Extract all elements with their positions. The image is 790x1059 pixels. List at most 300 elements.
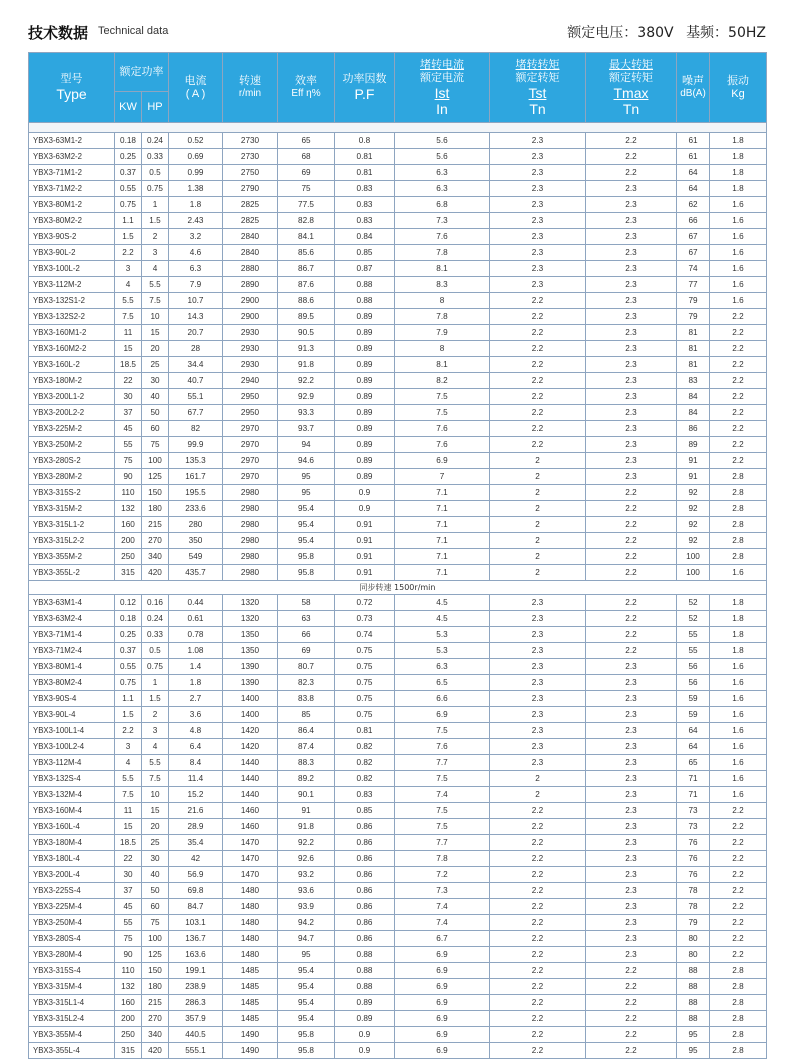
table-cell: 200 [115, 1011, 142, 1027]
table-cell: 6.9 [395, 947, 490, 963]
table-cell: 2 [490, 469, 586, 485]
table-cell: 7 [395, 469, 490, 485]
table-cell: 2980 [223, 549, 278, 565]
table-row [29, 485, 767, 501]
table-row [29, 373, 767, 389]
table-cell: 132 [115, 979, 142, 995]
table-cell: 3 [115, 739, 142, 755]
table-row [29, 565, 767, 581]
table-cell: 2840 [223, 245, 278, 261]
table-cell: 89.5 [278, 309, 335, 325]
table-cell: 2.3 [586, 261, 677, 277]
table-cell: 60 [142, 421, 169, 437]
table-cell: 11 [115, 325, 142, 341]
title-en: Technical data [98, 25, 169, 37]
table-cell: 2930 [223, 357, 278, 373]
table-cell: YBX3-180L-4 [29, 851, 115, 867]
table-cell: 2.3 [586, 277, 677, 293]
table-cell: 0.12 [115, 595, 142, 611]
table-cell: 73 [677, 803, 710, 819]
table-cell: 2.2 [490, 389, 586, 405]
table-cell: 2.3 [490, 739, 586, 755]
table-cell: 1.6 [710, 293, 767, 309]
table-cell: YBX3-250M-2 [29, 437, 115, 453]
table-cell: 2 [490, 533, 586, 549]
table-cell: 2.3 [586, 707, 677, 723]
table-row [29, 469, 767, 485]
table-cell: 2 [490, 787, 586, 803]
table-cell: 2950 [223, 405, 278, 421]
table-cell: 2.3 [490, 197, 586, 213]
table-cell: 1420 [223, 739, 278, 755]
table-cell: 6.6 [395, 691, 490, 707]
table-cell: 2890 [223, 277, 278, 293]
table-cell: 135.3 [169, 453, 223, 469]
table-cell: 1485 [223, 979, 278, 995]
table-cell: 2.3 [586, 213, 677, 229]
table-cell: YBX3-315S-4 [29, 963, 115, 979]
table-cell: 7.4 [395, 787, 490, 803]
table-cell: 2730 [223, 133, 278, 149]
table-cell: 110 [115, 485, 142, 501]
table-cell: 6.9 [395, 1011, 490, 1027]
table-cell: 0.5 [142, 643, 169, 659]
table-cell: 86 [677, 421, 710, 437]
table-cell: YBX3-63M2-2 [29, 149, 115, 165]
table-cell: 95.4 [278, 963, 335, 979]
table-cell: 42 [169, 851, 223, 867]
table-cell: 15 [115, 341, 142, 357]
table-cell: 52 [677, 595, 710, 611]
table-cell: 79 [677, 915, 710, 931]
table-cell: 2.2 [490, 421, 586, 437]
table-cell: 0.89 [335, 373, 395, 389]
table-cell: 5.6 [395, 133, 490, 149]
table-row [29, 453, 767, 469]
table-cell: YBX3-80M1-2 [29, 197, 115, 213]
table-cell: 92 [677, 517, 710, 533]
table-cell: 7.9 [169, 277, 223, 293]
table-cell: 2.8 [710, 979, 767, 995]
table-cell: 1400 [223, 691, 278, 707]
table-cell: 2.2 [710, 421, 767, 437]
table-cell: 94.2 [278, 915, 335, 931]
table-cell: 1.08 [169, 643, 223, 659]
table-cell: 199.1 [169, 963, 223, 979]
table-cell: 2.2 [710, 883, 767, 899]
table-cell: 1480 [223, 883, 278, 899]
table-cell: YBX3-90L-4 [29, 707, 115, 723]
table-cell: 1420 [223, 723, 278, 739]
table-row [29, 899, 767, 915]
table-cell: 1.6 [710, 229, 767, 245]
table-cell: 150 [142, 485, 169, 501]
table-cell: 90 [115, 947, 142, 963]
table-cell: 2 [490, 549, 586, 565]
table-cell: 6.8 [395, 197, 490, 213]
table-cell: 52 [677, 611, 710, 627]
table-cell: 2.3 [586, 309, 677, 325]
table-cell: YBX3-71M1-2 [29, 165, 115, 181]
table-cell: 0.82 [335, 771, 395, 787]
table-cell: 0.78 [169, 627, 223, 643]
table-cell: 93.9 [278, 899, 335, 915]
table-cell: 0.86 [335, 835, 395, 851]
table-row [29, 867, 767, 883]
table-cell: 0.44 [169, 595, 223, 611]
table-cell: 18.5 [115, 835, 142, 851]
table-cell: 40 [142, 867, 169, 883]
table-cell: 8.1 [395, 357, 490, 373]
table-cell: YBX3-315M-4 [29, 979, 115, 995]
table-cell: 95.4 [278, 533, 335, 549]
table-cell: YBX3-132S1-2 [29, 293, 115, 309]
table-cell: 0.75 [335, 675, 395, 691]
table-cell: YBX3-355L-2 [29, 565, 115, 581]
table-cell: 1.8 [710, 133, 767, 149]
table-cell: 90 [115, 469, 142, 485]
table-cell: 7.8 [395, 245, 490, 261]
table-cell: 7.8 [395, 851, 490, 867]
table-cell: 1.6 [710, 787, 767, 803]
table-cell: YBX3-80M1-4 [29, 659, 115, 675]
table-cell: 250 [115, 1027, 142, 1043]
table-cell: 2.2 [586, 149, 677, 165]
table-cell: 233.6 [169, 501, 223, 517]
table-cell: 7.5 [142, 771, 169, 787]
table-cell: 92.6 [278, 851, 335, 867]
table-cell: 30 [115, 867, 142, 883]
table-cell: 7.5 [395, 723, 490, 739]
table-cell: 30 [142, 373, 169, 389]
table-cell: 0.33 [142, 149, 169, 165]
table-cell: 2.2 [586, 627, 677, 643]
table-cell: 0.33 [142, 627, 169, 643]
table-cell: 2.3 [586, 389, 677, 405]
table-row [29, 197, 767, 213]
table-cell: 95.8 [278, 1027, 335, 1043]
table-cell: 6.9 [395, 453, 490, 469]
table-cell: 315 [115, 565, 142, 581]
table-cell: 84.1 [278, 229, 335, 245]
table-cell: 0.83 [335, 181, 395, 197]
table-cell: 5.3 [395, 643, 490, 659]
table-cell: 0.18 [115, 133, 142, 149]
table-cell: 0.81 [335, 149, 395, 165]
title-cn: 技术数据 [28, 24, 89, 42]
table-cell: 93.6 [278, 883, 335, 899]
table-cell: 2.2 [586, 1043, 677, 1059]
table-cell: 5.5 [142, 755, 169, 771]
technical-data-table [28, 52, 767, 1059]
table-cell: 2.3 [586, 659, 677, 675]
table-cell: 1.6 [710, 771, 767, 787]
table-cell: 2.2 [710, 819, 767, 835]
table-cell: 1.8 [710, 149, 767, 165]
table-row [29, 405, 767, 421]
table-cell: 2.2 [586, 979, 677, 995]
table-cell: 2.3 [586, 755, 677, 771]
table-cell: 160 [115, 517, 142, 533]
table-cell: 93.3 [278, 405, 335, 421]
table-cell: 2.2 [710, 373, 767, 389]
table-cell: 0.83 [335, 787, 395, 803]
table-cell: 1470 [223, 835, 278, 851]
table-cell: 92 [677, 533, 710, 549]
table-cell: 270 [142, 1011, 169, 1027]
table-cell: 25 [142, 835, 169, 851]
table-cell: 0.88 [335, 293, 395, 309]
table-cell: 55 [115, 915, 142, 931]
table-cell: 2.3 [586, 341, 677, 357]
table-row [29, 963, 767, 979]
table-cell: 95 [677, 1043, 710, 1059]
table-cell: 66 [677, 213, 710, 229]
table-cell: YBX3-160M-4 [29, 803, 115, 819]
table-cell: 6.9 [395, 979, 490, 995]
table-cell: 75 [142, 915, 169, 931]
table-cell: 0.81 [335, 165, 395, 181]
table-cell: 1350 [223, 643, 278, 659]
table-cell: 95.8 [278, 1043, 335, 1059]
table-cell: 86.7 [278, 261, 335, 277]
table-cell: 82.3 [278, 675, 335, 691]
table-cell: 7.6 [395, 421, 490, 437]
table-cell: 0.81 [335, 723, 395, 739]
table-cell: 2.3 [586, 469, 677, 485]
table-cell: 1.6 [710, 739, 767, 755]
table-cell: 45 [115, 421, 142, 437]
table-cell: 0.88 [335, 277, 395, 293]
table-cell: 7.4 [395, 899, 490, 915]
table-cell: 195.5 [169, 485, 223, 501]
table-cell: 1440 [223, 787, 278, 803]
table-cell: 7.1 [395, 485, 490, 501]
table-cell: 0.82 [335, 755, 395, 771]
table-cell: 150 [142, 963, 169, 979]
table-cell: YBX3-225S-4 [29, 883, 115, 899]
table-cell: 2.2 [710, 325, 767, 341]
table-cell: 0.86 [335, 883, 395, 899]
table-cell: YBX3-63M1-2 [29, 133, 115, 149]
table-cell: YBX3-160M1-2 [29, 325, 115, 341]
table-cell: 1480 [223, 899, 278, 915]
table-cell: 89 [677, 437, 710, 453]
table-cell: 2.2 [490, 357, 586, 373]
table-cell: 92.9 [278, 389, 335, 405]
table-cell: 3 [142, 245, 169, 261]
table-cell: 0.24 [142, 133, 169, 149]
table-cell: 1.8 [710, 181, 767, 197]
table-cell: 2.2 [586, 611, 677, 627]
table-cell: 88 [677, 1011, 710, 1027]
table-cell: YBX3-112M-2 [29, 277, 115, 293]
table-cell: 81 [677, 341, 710, 357]
table-header [29, 53, 767, 123]
table-row [29, 771, 767, 787]
table-cell: YBX3-225M-4 [29, 899, 115, 915]
table-cell: 1.8 [710, 165, 767, 181]
table-cell: 0.88 [335, 963, 395, 979]
table-cell: 5.5 [115, 293, 142, 309]
table-cell: 2790 [223, 181, 278, 197]
table-cell: 7.5 [395, 771, 490, 787]
table-cell: 5.5 [142, 277, 169, 293]
table-cell: 1490 [223, 1043, 278, 1059]
table-cell: 7.5 [395, 803, 490, 819]
table-cell: 82 [169, 421, 223, 437]
table-cell: 350 [169, 533, 223, 549]
table-cell: 100 [677, 549, 710, 565]
table-cell: 80.7 [278, 659, 335, 675]
table-cell: 136.7 [169, 931, 223, 947]
table-cell: 2.2 [490, 931, 586, 947]
table-cell: 2.3 [586, 947, 677, 963]
table-row [29, 213, 767, 229]
table-cell: 4 [142, 261, 169, 277]
table-cell: YBX3-180M-4 [29, 835, 115, 851]
table-cell: 65 [677, 755, 710, 771]
table-cell: 65 [278, 133, 335, 149]
table-cell: 1.1 [115, 213, 142, 229]
header-noise: 噪声 dB(A) [677, 53, 710, 123]
table-cell: 0.89 [335, 341, 395, 357]
table-cell: YBX3-225M-2 [29, 421, 115, 437]
table-cell: 78 [677, 883, 710, 899]
table-cell: 420 [142, 1043, 169, 1059]
table-cell: 0.89 [335, 421, 395, 437]
table-cell: 2930 [223, 325, 278, 341]
table-cell: 22 [115, 851, 142, 867]
table-cell: 0.52 [169, 133, 223, 149]
table-cell: 67 [677, 245, 710, 261]
table-cell: YBX3-63M1-4 [29, 595, 115, 611]
table-cell: 8 [395, 293, 490, 309]
table-cell: 2.3 [490, 245, 586, 261]
table-cell: 1.6 [710, 707, 767, 723]
table-cell: 2.8 [710, 1011, 767, 1027]
table-cell: 2 [490, 453, 586, 469]
table-row [29, 819, 767, 835]
table-cell: 2980 [223, 501, 278, 517]
table-cell: 2.2 [490, 373, 586, 389]
table-row [29, 915, 767, 931]
table-cell: 2.3 [490, 277, 586, 293]
table-cell: 2.2 [586, 549, 677, 565]
table-cell: 95 [278, 947, 335, 963]
table-cell: 5.5 [115, 771, 142, 787]
table-cell: 2.3 [586, 803, 677, 819]
table-cell: 88 [677, 963, 710, 979]
header-tmax-ratio: 最大转矩 额定转矩 Tmax Tn [586, 53, 677, 123]
table-cell: 2.2 [586, 133, 677, 149]
table-cell: 35.4 [169, 835, 223, 851]
table-cell: 20 [142, 819, 169, 835]
table-cell: 2.8 [710, 995, 767, 1011]
table-cell: 66 [278, 627, 335, 643]
table-cell: 2.7 [169, 691, 223, 707]
table-cell: 357.9 [169, 1011, 223, 1027]
table-cell: 2.3 [586, 723, 677, 739]
table-cell: 89.2 [278, 771, 335, 787]
table-cell: 2.3 [490, 707, 586, 723]
table-row [29, 659, 767, 675]
table-cell: YBX3-280S-2 [29, 453, 115, 469]
table-cell: 77.5 [278, 197, 335, 213]
table-cell: 1440 [223, 771, 278, 787]
table-cell: 0.89 [335, 357, 395, 373]
table-cell: 2.2 [490, 437, 586, 453]
table-cell: 7.3 [395, 213, 490, 229]
table-cell: 1.6 [710, 565, 767, 581]
table-cell: 1.5 [142, 213, 169, 229]
table-cell: 1.8 [710, 643, 767, 659]
table-cell: 2.8 [710, 549, 767, 565]
table-cell: 2.3 [490, 723, 586, 739]
header-rated-power: 额定功率 [115, 53, 169, 92]
table-cell: 95 [278, 485, 335, 501]
table-cell: 0.89 [335, 325, 395, 341]
table-cell: 286.3 [169, 995, 223, 1011]
table-cell: 2970 [223, 437, 278, 453]
table-cell: 2.3 [586, 405, 677, 421]
table-cell: 1.5 [142, 691, 169, 707]
table-cell: 6.9 [395, 1027, 490, 1043]
table-cell: 76 [677, 835, 710, 851]
table-cell: 160 [115, 995, 142, 1011]
table-cell: 1485 [223, 1011, 278, 1027]
table-cell: 56.9 [169, 867, 223, 883]
table-cell: 2.3 [586, 357, 677, 373]
table-cell: 95.8 [278, 549, 335, 565]
table-cell: 91.8 [278, 819, 335, 835]
table-cell: 0.89 [335, 309, 395, 325]
table-cell: 125 [142, 469, 169, 485]
table-cell: 1.6 [710, 245, 767, 261]
table-cell: 340 [142, 1027, 169, 1043]
table-cell: 7.1 [395, 517, 490, 533]
table-cell: 0.9 [335, 1043, 395, 1059]
table-cell: YBX3-112M-4 [29, 755, 115, 771]
table-cell: 64 [677, 723, 710, 739]
table-cell: 2.3 [490, 627, 586, 643]
table-cell: 2750 [223, 165, 278, 181]
table-cell: 93.2 [278, 867, 335, 883]
table-cell: 1320 [223, 611, 278, 627]
table-cell: 2.3 [586, 325, 677, 341]
table-cell: 2.3 [586, 181, 677, 197]
table-cell: 99.9 [169, 437, 223, 453]
table-cell: 549 [169, 549, 223, 565]
table-cell: 2.2 [490, 963, 586, 979]
table-cell: YBX3-315L1-2 [29, 517, 115, 533]
table-row [29, 643, 767, 659]
table-cell: 8 [395, 341, 490, 357]
table-cell: 81 [677, 325, 710, 341]
table-cell: 2.3 [490, 261, 586, 277]
header-tst-ratio: 堵转转矩 额定转矩 Tst Tn [490, 53, 586, 123]
table-cell: 2880 [223, 261, 278, 277]
table-cell: 0.86 [335, 915, 395, 931]
table-cell: 71 [677, 787, 710, 803]
table-cell: 2980 [223, 565, 278, 581]
table-cell: 0.85 [335, 803, 395, 819]
table-cell: 68 [278, 149, 335, 165]
table-cell: 7.1 [395, 565, 490, 581]
table-cell: 0.89 [335, 437, 395, 453]
table-row [29, 165, 767, 181]
table-cell: 1.6 [710, 197, 767, 213]
